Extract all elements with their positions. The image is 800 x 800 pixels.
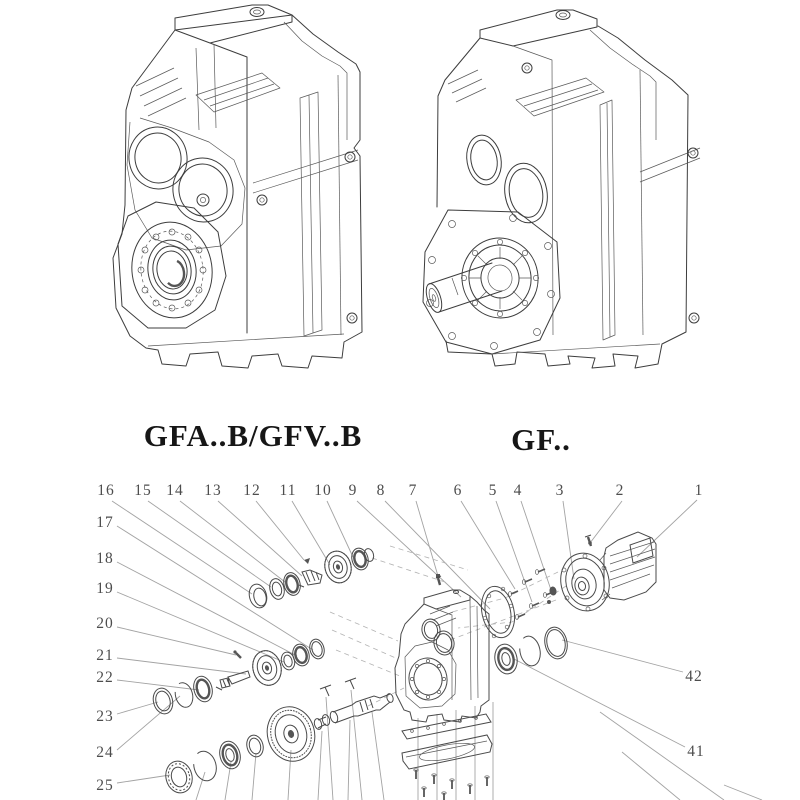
callout-19: 19	[96, 580, 114, 597]
leader-lines	[112, 500, 697, 783]
gear-housing	[395, 576, 489, 722]
callout-3: 3	[555, 482, 565, 499]
callout-25: 25	[96, 777, 114, 794]
dashed-assembly-lines	[330, 546, 566, 706]
callout-7: 7	[408, 482, 418, 499]
callout-13: 13	[204, 482, 222, 499]
callout-8: 8	[376, 482, 386, 499]
callout-42: 42	[685, 668, 703, 685]
callout-2: 2	[615, 482, 625, 499]
cutoff-leader-lines	[196, 690, 762, 800]
callout-18: 18	[96, 550, 114, 567]
callout-1: 1	[694, 482, 704, 499]
gearbox-drawing-gf	[423, 10, 700, 368]
callout-22: 22	[96, 669, 114, 686]
callout-16: 16	[97, 482, 115, 499]
callout-9: 9	[348, 482, 358, 499]
exploded-diagram	[112, 500, 762, 800]
callout-4: 4	[513, 482, 523, 499]
gearbox-drawing-gfab	[113, 5, 362, 368]
model-label-gfab: GFA..B/GFV..B	[143, 418, 363, 453]
callout-11: 11	[279, 482, 297, 499]
input-flange-parts	[477, 569, 570, 676]
intermediate-shaft-assembly	[150, 638, 326, 716]
callout-6: 6	[453, 482, 463, 499]
callout-14: 14	[166, 482, 184, 499]
callout-41: 41	[687, 743, 705, 760]
upper-shaft-assembly	[247, 546, 375, 609]
callout-12: 12	[243, 482, 261, 499]
callout-5: 5	[488, 482, 498, 499]
callout-21: 21	[96, 647, 114, 664]
motor-assembly	[555, 532, 656, 615]
oil-pan-and-gasket	[402, 714, 492, 800]
callout-15: 15	[134, 482, 152, 499]
callout-24: 24	[96, 744, 114, 761]
callout-17: 17	[96, 514, 114, 531]
callout-10: 10	[314, 482, 332, 499]
model-label-gf: GF..	[511, 422, 571, 457]
callout-23: 23	[96, 708, 114, 725]
callout-20: 20	[96, 615, 114, 632]
